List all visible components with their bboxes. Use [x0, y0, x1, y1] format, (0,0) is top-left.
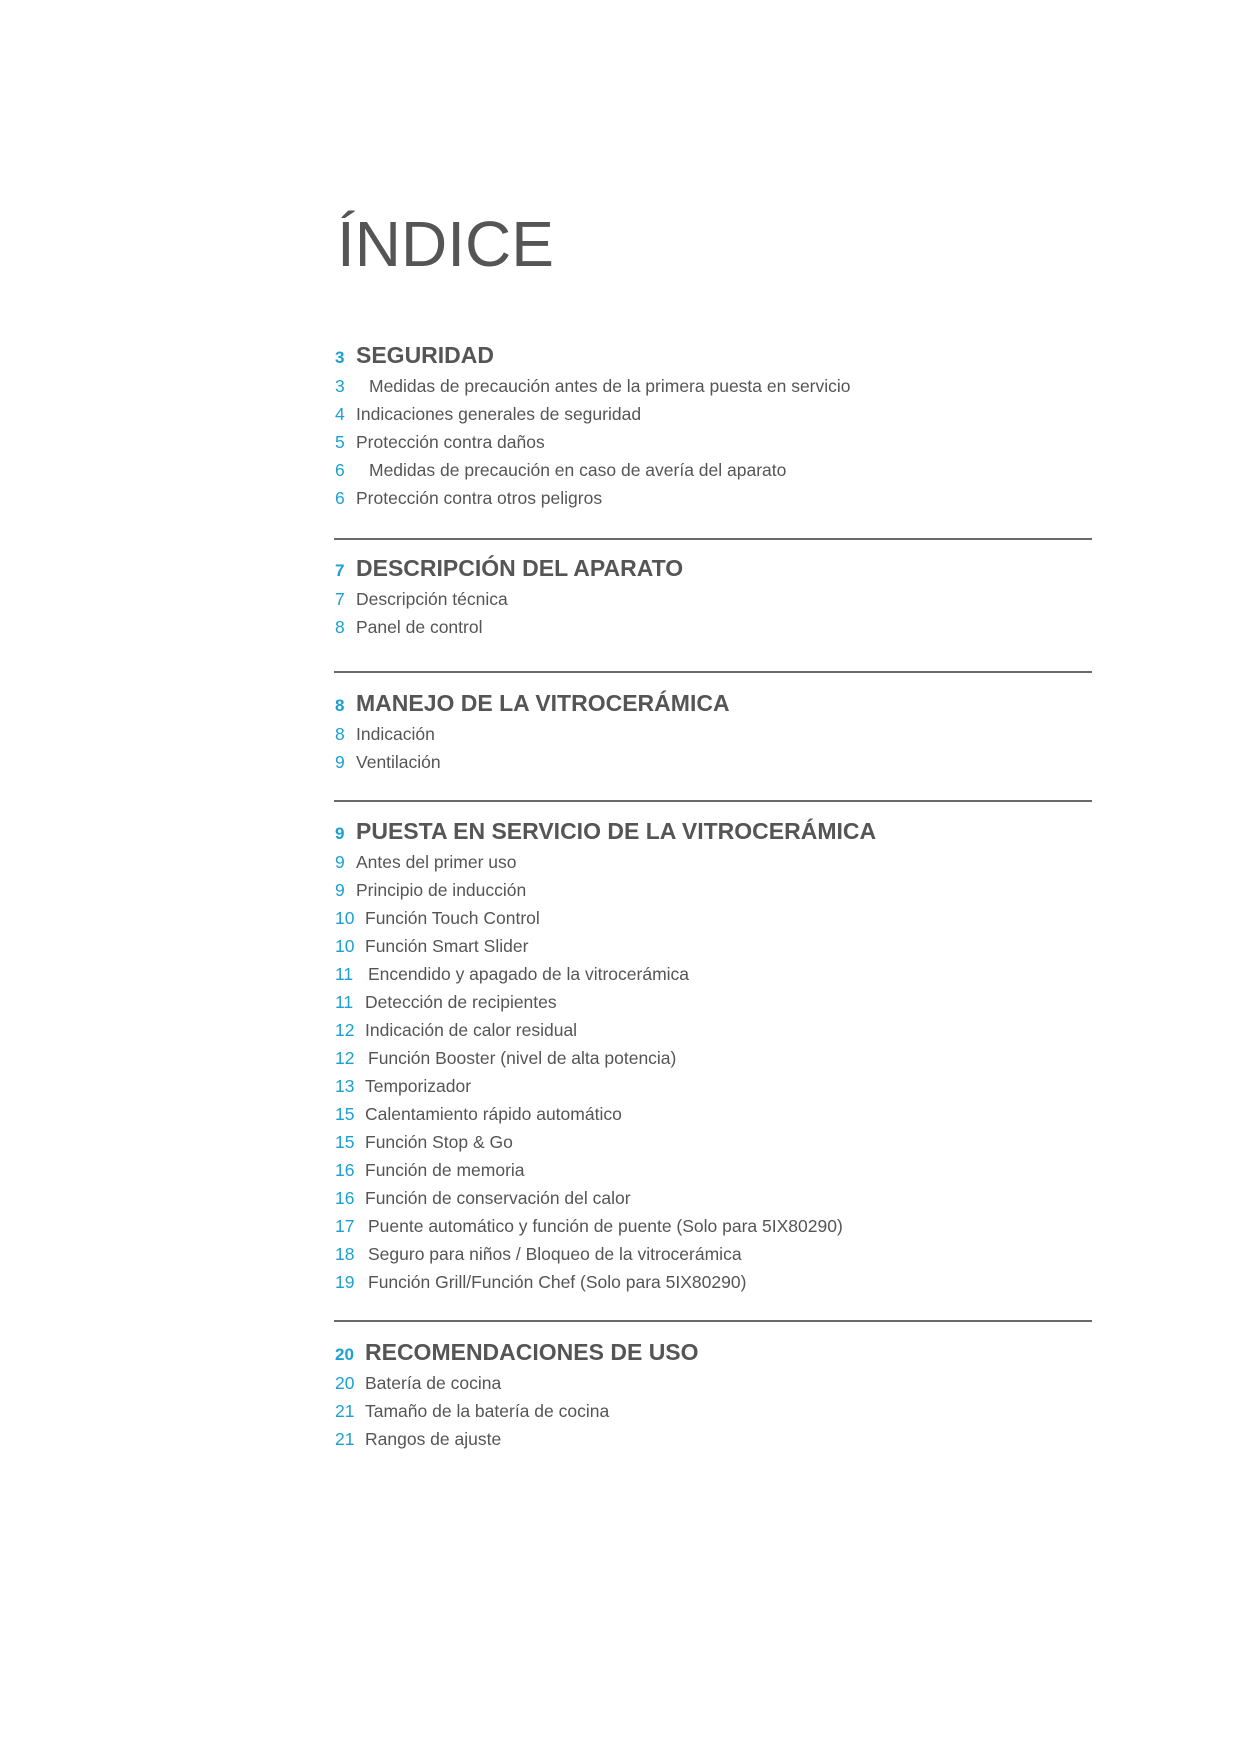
toc-entry-label: Indicaciones generales de seguridad — [356, 404, 642, 424]
toc-page-number: 17 — [335, 1216, 355, 1236]
toc-entry[interactable] — [335, 752, 1095, 780]
toc-entry-label: Ventilación — [356, 752, 441, 772]
toc-entry[interactable] — [335, 1429, 1095, 1457]
toc-entry-label: Tamaño de la batería de cocina — [365, 1401, 610, 1421]
toc-entry[interactable] — [335, 460, 1095, 488]
toc-entry[interactable] — [335, 1373, 1095, 1401]
toc-entry-label: Función Smart Slider — [365, 936, 529, 956]
toc-entry-label: Puente automático y función de puente (Solo para 5IX80290) — [368, 1216, 843, 1236]
toc-page-number: 3 — [335, 376, 345, 396]
toc-entry[interactable] — [335, 936, 1095, 964]
toc-entry[interactable] — [335, 1076, 1095, 1104]
toc-section-seguridad — [335, 342, 1095, 516]
toc-entry-label: Encendido y apagado de la vitrocerámica — [368, 964, 690, 984]
toc-page-number: 21 — [335, 1401, 355, 1421]
toc-entry-label: Función Touch Control — [365, 908, 540, 928]
toc-entry-label: Calentamiento rápido automático — [365, 1104, 622, 1124]
toc-page-number: 16 — [335, 1160, 355, 1180]
toc-entry[interactable] — [335, 1048, 1095, 1076]
toc-entry[interactable] — [335, 1160, 1095, 1188]
toc-section-descripcion — [335, 555, 1095, 645]
toc-page-number: 12 — [335, 1020, 355, 1040]
toc-entry-label: Función Stop & Go — [365, 1132, 513, 1152]
toc-section-puesta-en-servicio — [335, 818, 1095, 1300]
toc-entry[interactable] — [335, 1401, 1095, 1429]
toc-section-title: PUESTA EN SERVICIO DE LA VITROCERÁMICA — [356, 818, 877, 844]
toc-page-number: 16 — [335, 1188, 355, 1208]
toc-page-number: 3 — [335, 348, 345, 367]
toc-page-number: 9 — [335, 880, 345, 900]
toc-entry-label: Detección de recipientes — [365, 992, 557, 1012]
toc-entry-label: Función Grill/Función Chef (Solo para 5IX80290) — [368, 1272, 747, 1292]
toc-entry[interactable] — [335, 1272, 1095, 1300]
toc-page-number: 9 — [335, 824, 345, 843]
toc-entry[interactable] — [335, 589, 1095, 617]
toc-page-number: 7 — [335, 561, 345, 580]
toc-page-number: 10 — [335, 908, 355, 928]
toc-entry-label: Antes del primer uso — [356, 852, 517, 872]
toc-section-manejo — [335, 690, 1095, 780]
toc-page-number: 6 — [335, 488, 345, 508]
toc-entry[interactable] — [335, 964, 1095, 992]
toc-page-number: 7 — [335, 589, 345, 609]
toc-entry-label: Indicación — [356, 724, 435, 744]
toc-page-number: 4 — [335, 404, 345, 424]
toc-entry[interactable] — [335, 1132, 1095, 1160]
toc-entry[interactable] — [335, 852, 1095, 880]
section-divider — [334, 671, 1092, 673]
page-title: ÍNDICE — [337, 208, 554, 280]
toc-entry[interactable] — [335, 1216, 1095, 1244]
toc-page-number: 18 — [335, 1244, 355, 1264]
toc-page-number: 8 — [335, 696, 345, 715]
toc-entry-label: Función de conservación del calor — [365, 1188, 631, 1208]
toc-entry[interactable] — [335, 880, 1095, 908]
toc-entry-label: Protección contra otros peligros — [356, 488, 603, 508]
section-divider — [334, 800, 1092, 802]
toc-page-number: 9 — [335, 852, 345, 872]
toc-section-heading[interactable] — [335, 690, 1095, 724]
toc-entry[interactable] — [335, 376, 1095, 404]
toc-section-heading[interactable] — [335, 818, 1095, 852]
section-divider — [334, 538, 1092, 540]
toc-section-heading[interactable] — [335, 342, 1095, 376]
toc-entry[interactable] — [335, 908, 1095, 936]
toc-entry-label: Función de memoria — [365, 1160, 525, 1180]
toc-page-number: 8 — [335, 617, 345, 637]
toc-section-title: RECOMENDACIONES DE USO — [365, 1339, 699, 1365]
toc-page-number: 11 — [335, 964, 354, 984]
toc-section-title: MANEJO DE LA VITROCERÁMICA — [356, 690, 730, 716]
toc-entry[interactable] — [335, 724, 1095, 752]
toc-entry[interactable] — [335, 488, 1095, 516]
toc-page-number: 15 — [335, 1104, 355, 1124]
toc-entry-label: Función Booster (nivel de alta potencia) — [368, 1048, 677, 1068]
toc-page-number: 21 — [335, 1429, 355, 1449]
section-divider — [334, 1320, 1092, 1322]
toc-entry-label: Panel de control — [356, 617, 483, 637]
toc-entry-label: Medidas de precaución en caso de avería del aparato — [369, 460, 787, 480]
toc-entry[interactable] — [335, 1244, 1095, 1272]
toc-page-number: 15 — [335, 1132, 355, 1152]
toc-page-number: 20 — [335, 1373, 355, 1393]
toc-entry-label: Seguro para niños / Bloqueo de la vitrocerámica — [368, 1244, 742, 1264]
toc-entry-label: Principio de inducción — [356, 880, 527, 900]
toc-section-title: DESCRIPCIÓN DEL APARATO — [356, 555, 684, 581]
toc-section-heading[interactable] — [335, 1339, 1095, 1373]
toc-page-number: 8 — [335, 724, 345, 744]
toc-entry[interactable] — [335, 1020, 1095, 1048]
toc-page-number: 20 — [335, 1345, 354, 1364]
toc-entry[interactable] — [335, 404, 1095, 432]
toc-page-number: 10 — [335, 936, 355, 956]
toc-entry-label: Protección contra daños — [356, 432, 545, 452]
toc-entry-label: Batería de cocina — [365, 1373, 502, 1393]
toc-page-number: 6 — [335, 460, 345, 480]
toc-section-heading[interactable] — [335, 555, 1095, 589]
toc-page-number: 5 — [335, 432, 345, 452]
toc-section-title: SEGURIDAD — [356, 342, 495, 368]
toc-entry-label: Indicación de calor residual — [365, 1020, 578, 1040]
toc-entry-label: Rangos de ajuste — [365, 1429, 502, 1449]
toc-entry[interactable] — [335, 432, 1095, 460]
toc-page-number: 19 — [335, 1272, 355, 1292]
toc-entry-label: Medidas de precaución antes de la primera puesta en servicio — [369, 376, 851, 396]
toc-page-number: 11 — [335, 992, 354, 1012]
toc-page-number: 12 — [335, 1048, 355, 1068]
toc-entry[interactable] — [335, 617, 1095, 645]
toc-entry[interactable] — [335, 992, 1095, 1020]
toc-entry-label: Descripción técnica — [356, 589, 508, 609]
toc-entry[interactable] — [335, 1104, 1095, 1132]
toc-page-number: 13 — [335, 1076, 355, 1096]
toc-page-number: 9 — [335, 752, 345, 772]
toc-entry[interactable] — [335, 1188, 1095, 1216]
toc-entry-label: Temporizador — [365, 1076, 472, 1096]
toc-section-recomendaciones — [335, 1339, 1095, 1457]
